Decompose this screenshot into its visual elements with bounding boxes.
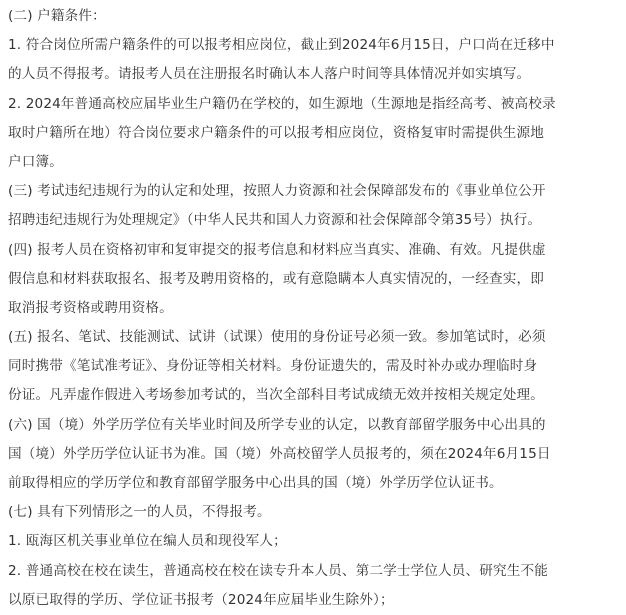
text-line: (五) 报名、笔试、技能测试、试讲（试课）使用的身份证号必须一致。参加笔试时，必须 (8, 329, 546, 346)
text-line: (三) 考试违纪违规行为的认定和处理，按照人力资源和社会保障部发布的《事业单位公开 (8, 183, 546, 200)
text-line: 2. 普通高校在校在读生，普通高校在校在读专升本人员、第二学士学位人员、研究生不能 (8, 562, 549, 579)
text-line: 前取得相应的学历学位和教育部留学服务中心出具的国（境）外学历学位认证书。 (8, 475, 503, 491)
text-line: 2. 2024年普通高校应届毕业生户籍仍在学校的，如生源地（生源地是指经高考、被高校录 (8, 95, 556, 112)
text-line: 1. 瓯海区机关事业单位在编人员和现役军人； (8, 533, 287, 550)
text-line: 取消报考资格或聘用资格。 (8, 299, 173, 316)
text-line: 以原已取得的学历、学位证书报考（2024年应届毕业生除外）； (8, 591, 394, 608)
text-line: (六) 国（境）外学历学位有关毕业时间及所学专业的认定，以教育部留学服务中心出具的 (8, 416, 546, 433)
text-line: 取时户籍所在地）符合岗位要求户籍条件的可以报考相应岗位，资格复审时需提供生源地 (8, 124, 545, 141)
text-line: 假信息和材料获取报名、报考及聘用资格的，或有意隐瞒本人真实情况的，一经查实，即 (8, 270, 545, 287)
text-line: 同时携带《笔试准考证》、身份证等相关材料。身份证遗失的，需及时补办或办理临时身 (8, 358, 538, 375)
text-line: (二) 户籍条件： (8, 8, 106, 24)
text-line: 份证。凡弄虚作假进入考场参加考试的，当次全部科目考试成绩无效并按相关规定处理。 (8, 387, 545, 404)
text-line: (七) 具有下列情形之一的人员，不得报考。 (8, 504, 271, 521)
text-line: 国（境）外学历学位认证书为准。国（境）外高校留学人员报考的，须在2024年6月15日 (8, 445, 551, 462)
text-line: 的人员不得报考。请报考人员在注册报名时确认本人落户时间等具体情况并如实填写。 (8, 66, 531, 83)
text-line: 招聘违纪违规行为处理规定》（中华人民共和国人力资源和社会保障部令第35号）执行。 (8, 212, 542, 229)
text-line: 户口簿。 (8, 153, 63, 170)
text-line: 1. 符合岗位所需户籍条件的可以报考相应岗位，截止到2024年6月15日，户口尚在迁移中 (8, 37, 555, 54)
text-line: (四) 报考人员在资格初审和复审提交的报考信息和材料应当真实、准确、有效。凡提供虚 (8, 241, 546, 258)
